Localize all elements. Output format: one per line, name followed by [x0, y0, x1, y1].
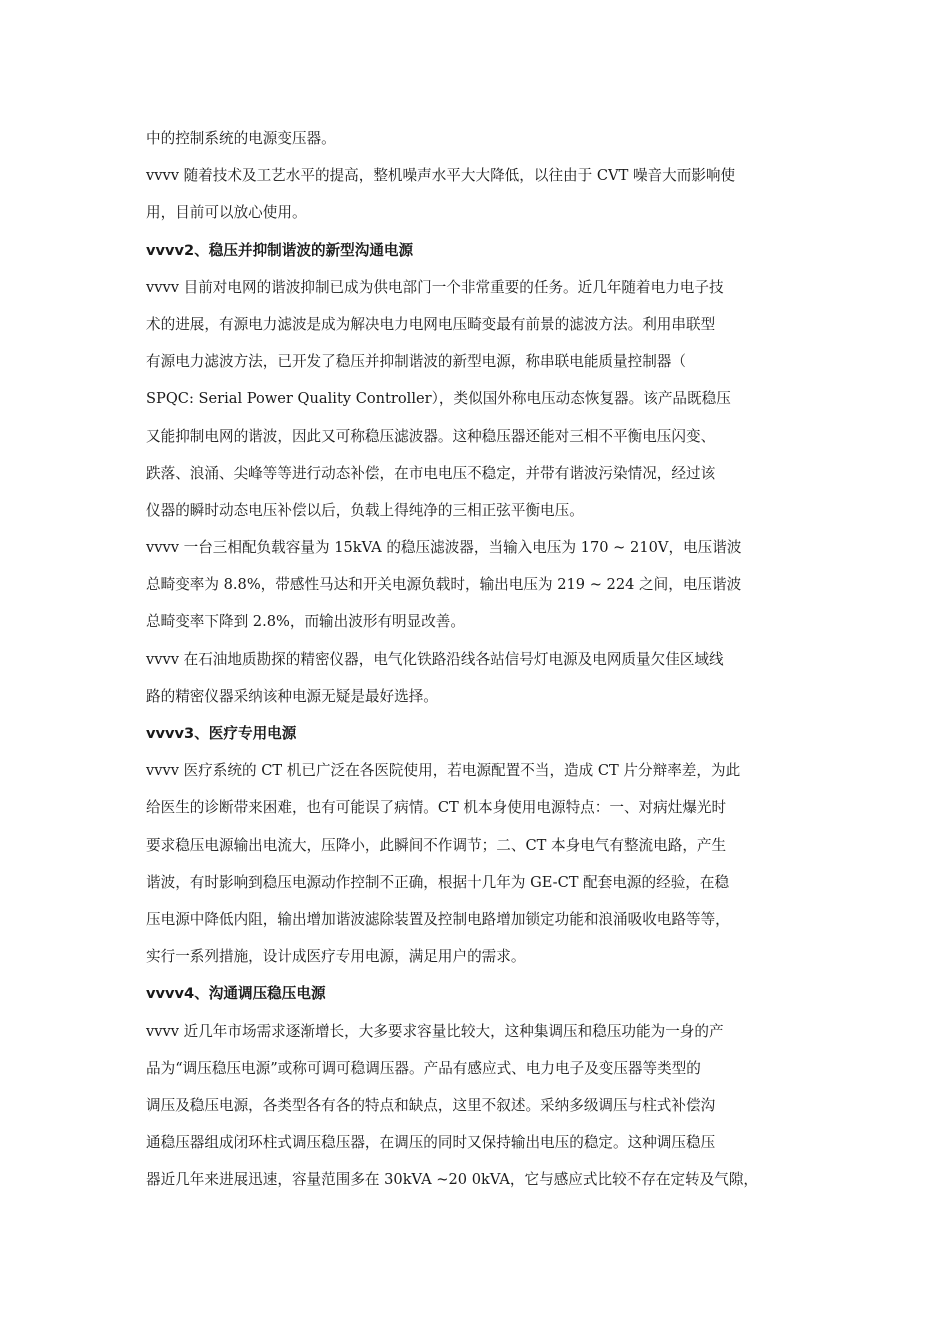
- text-line: vvvv 近几年市场需求逐渐增长，大多要求容量比较大，这种集调压和稳压功能为一身的产: [146, 1022, 724, 1040]
- text-line: 谐波，有时影响到稳压电源动作控制不正确，根据十几年为 GE-CT 配套电源的经验，在稳: [146, 873, 730, 891]
- section-heading: vvvv3、医疗专用电源: [146, 725, 297, 742]
- text-line: 压电源中降低内阻，输出增加谐波滤除装置及控制电路增加锁定功能和浪涌吸收电路等等，: [146, 910, 730, 928]
- text-line: 跌落、浪涌、尖峰等等进行动态补偿，在市电电压不稳定，并带有谐波污染情况，经过该: [146, 464, 716, 482]
- text-line: 器近几年来进展迅速，容量范围多在 30kVA ~20 0kVA，它与感应式比较不存在定转及气隙，: [146, 1171, 759, 1189]
- document-body: [146, 120, 818, 1198]
- text-line: 有源电力滤波方法，已开发了稳压并抑制谐波的新型电源，称串联电能质量控制器（: [146, 353, 686, 371]
- section-heading: vvvv2、稳压并抑制谐波的新型沟通电源: [146, 241, 414, 259]
- text-line: 总畸变率为 8.8%，带感性马达和开关电源负载时，输出电压为 219 ~ 224 之间，电压谐波: [146, 576, 742, 594]
- text-line: 中的控制系统的电源变压器。: [146, 130, 336, 147]
- text-line: 总畸变率下降到 2.8%，而输出波形有明显改善。: [146, 613, 465, 631]
- text-line: vvvv 在石油地质勘探的精密仪器，电气化铁路沿线各站信号灯电源及电网质量欠佳区域线: [146, 650, 724, 668]
- text-line: 术的进展，有源电力滤波是成为解决电力电网电压畸变最有前景的滤波方法。利用串联型: [146, 315, 716, 333]
- text-line: 调压及稳压电源，各类型各有各的特点和缺点，这里不叙述。采纳多级调压与柱式补偿沟: [146, 1096, 716, 1114]
- text-line: 仪器的瞬时动态电压补偿以后，负载上得纯净的三相正弦平衡电压。: [146, 501, 584, 519]
- text-line: 实行一系列措施，设计成医疗专用电源，满足用户的需求。: [146, 948, 526, 966]
- text-line: SPQC: Serial Power Quality Controller），类似国外称电压动态恢复器。该产品既稳压: [146, 390, 731, 408]
- text-line: 用，目前可以放心使用。: [146, 204, 307, 222]
- text-line: 给医生的诊断带来困难，也有可能误了病情。CT 机本身使用电源特点：一、对病灶爆光时: [146, 799, 727, 817]
- text-line: 品为“调压稳压电源”或称可调可稳调压器。产品有感应式、电力电子及变压器等类型的: [146, 1059, 701, 1077]
- text-line: vvvv 目前对电网的谐波抑制已成为供电部门一个非常重要的任务。近几年随着电力电子技: [146, 278, 724, 296]
- text-line: 路的精密仪器采纳该种电源无疑是最好选择。: [146, 687, 438, 705]
- text-line: vvvv 医疗系统的 CT 机已广泛在各医院使用，若电源配置不当，造成 CT 片分辩率差，为此: [146, 762, 741, 780]
- text-line: vvvv 随着技术及工艺水平的提高，整机噪声水平大大降低，以往由于 CVT 噪音大而影响使: [146, 167, 736, 185]
- section-heading: vvvv4、沟通调压稳压电源: [146, 985, 326, 1003]
- text-line: 又能抑制电网的谐波，因此又可称稳压滤波器。这种稳压器还能对三相不平衡电压闪变、: [146, 427, 716, 445]
- text-line: 要求稳压电源输出电流大，压降小，此瞬间不作调节；二、CT 本身电气有整流电路，产生: [146, 836, 727, 854]
- text-line: 通稳压器组成闭环柱式调压稳压器，在调压的同时又保持输出电压的稳定。这种调压稳压: [146, 1134, 716, 1152]
- text-line: vvvv 一台三相配负载容量为 15kVA 的稳压滤波器，当输入电压为 170 ~ 210V，电压谐波: [146, 539, 742, 557]
